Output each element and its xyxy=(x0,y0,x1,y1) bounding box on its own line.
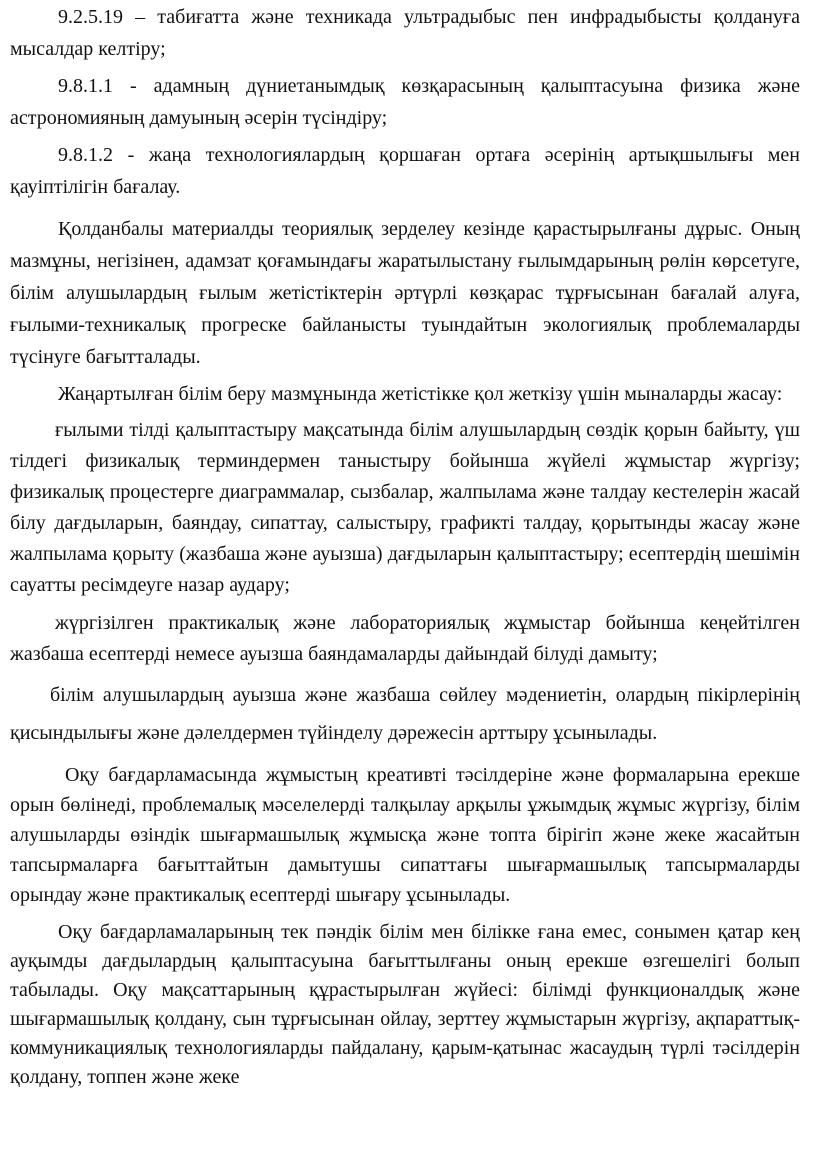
paragraph-program-features: Оқу бағдарламаларының тек пәндік білім мен білікке ғана емес, сонымен қатар кең ауқымды дағдылардың қалыптасуына бағыттылғаны оның ерекше өзгешелігі болып табылады. Оқу мақсаттарының құрастырылған жүйесі: білімді функционалдық және шығармашылық қолдану, сын тұрғысынан ойлау, зерттеу жұмыстарын жүргізу, ақпараттық-коммуникациялық технологияларды пайдалану, қарым-қатынас жасаудың түрлі тәсілдерін қолдану, топпен және жеке xyxy=(10,921,800,1088)
paragraph-updated-content-intro: Жаңартылған білім беру мазмұнында жетістікке қол жеткізу үшін мыналарды жасау: xyxy=(58,383,783,405)
paragraph-objective-9-8-1-1: 9.8.1.1 - адамның дүниетанымдық көзқарасының қалыптасуына физика және астрономияның дамуының әсерін түсіндіру; xyxy=(10,75,800,129)
paragraph-scientific-language: ғылыми тілді қалыптастыру мақсатында білім алушылардың сөздік қорын байыту, үш тілдегі физикалық терминдермен таныстыру бойынша жүйелі жұмыстар жүргізу; физикалық процестерге диаграммалар, сызбалар, жалпылама және талдау кестелерін жасай білу дағдыларын, баяндау, сипаттау, салыстыру, графикті талдау, қорытынды жасау және жалпылама қорыту (жазбаша және ауызша) дағдыларын қалыптастыру; есептердің шешімін сауатты ресімдеуге назар аудару; xyxy=(10,419,800,596)
paragraph-creative-methods: Оқу бағдарламасында жұмыстың креативті тәсілдеріне және формаларына ерекше орын бөлінеді, проблемалық мәселелерді талқылау арқылы ұжымдық жұмыс жүргізу, білім алушыларды өзіндік шығармашылық жұмысқа және топта бірігіп және жеке жасайтын тапсырмаларға бағыттайтын дамытушы сипаттағы шығармашылық тапсырмаларды орындау және практикалық есептерді шығару ұсынылады. xyxy=(10,764,800,906)
paragraph-practical-lab-work: жүргізілген практикалық және лабораториялық жұмыстар бойынша кеңейтілген жазбаша есептерді немесе ауызша баяндамаларды дайындай білуді дамыту; xyxy=(10,612,800,665)
document-page xyxy=(10,0,800,1092)
paragraph-objective-9-2-5-19: 9.2.5.19 – табиғатта және техникада ультрадыбыс пен инфрадыбысты қолдануға мысалдар келтіру; xyxy=(10,6,800,60)
paragraph-speech-culture: білім алушылардың ауызша және жазбаша сөйлеу мәдениетін, олардың пікірлерінің қисындылығы және дәлелдермен түйінделу дәрежесін арттыру ұсынылады. xyxy=(10,684,800,744)
paragraph-objective-9-8-1-2: 9.8.1.2 - жаңа технологиялардың қоршаған ортаға әсерінің артықшылығы мен қауіптілігін бағалау. xyxy=(10,144,800,198)
paragraph-applied-material: Қолданбалы материалды теориялық зерделеу кезінде қарастырылғаны дұрыс. Оның мазмұны, негізінен, адамзат қоғамындағы жаратылыстану ғылымдарының рөлін көрсетуге, білім алушылардың ғылым жетістіктерін әртүрлі көзқарас тұрғысынан бағалай алуға, ғылыми-техникалық прогреске байланысты туындайтын экологиялық проблемаларды түсінуге бағытталады. xyxy=(10,218,800,368)
